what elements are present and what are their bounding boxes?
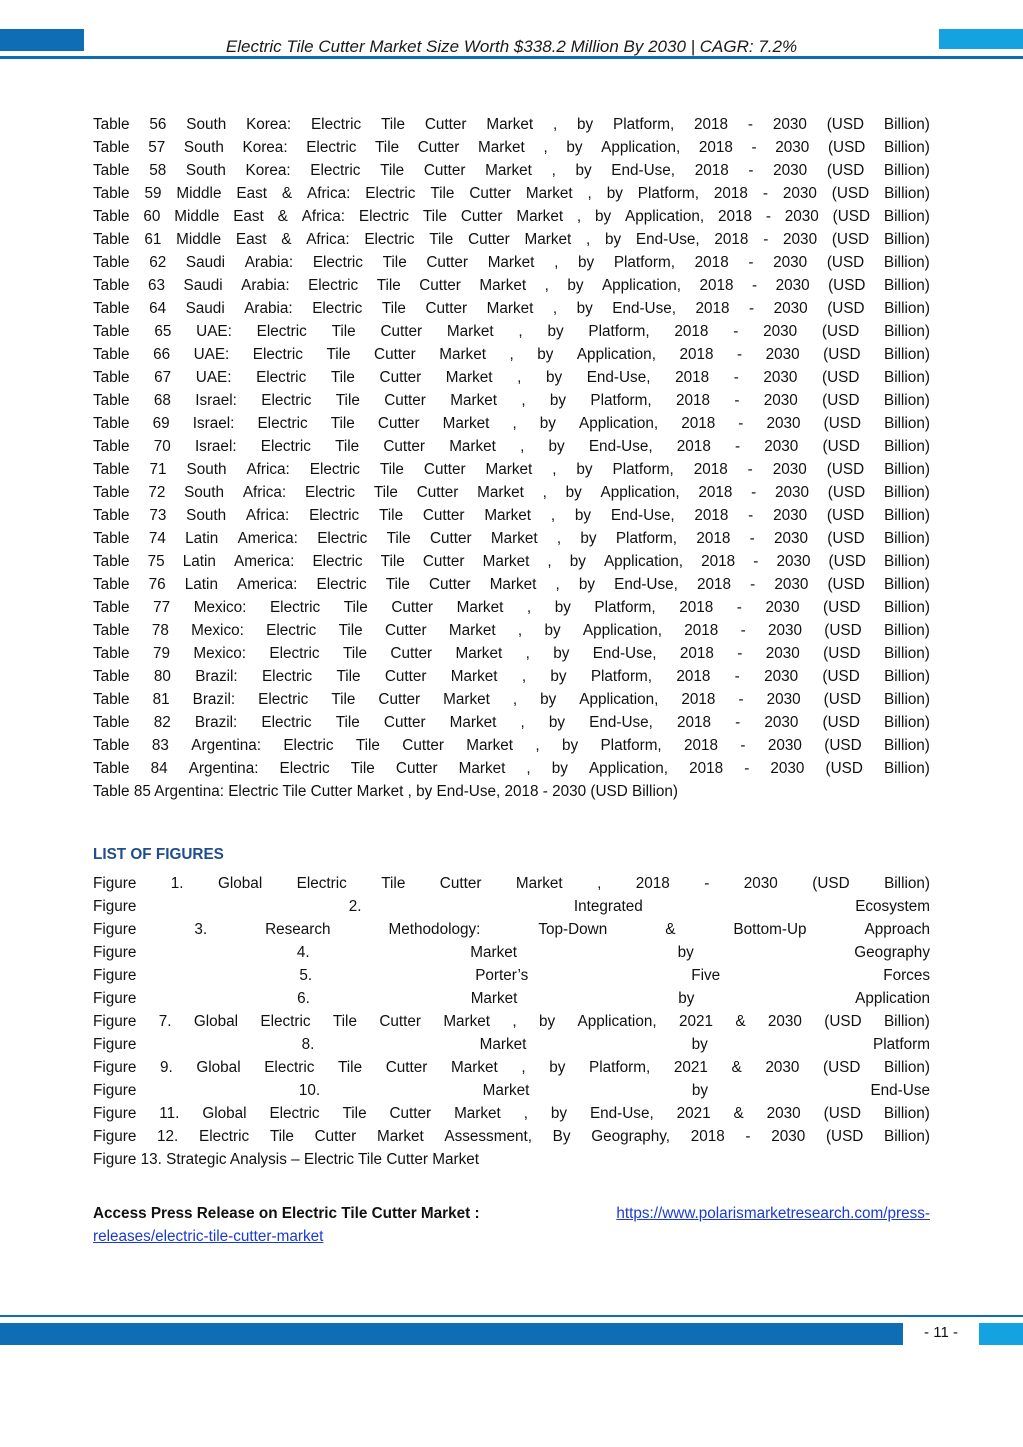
figure-list-item: Figure 5. Porter’s Five Forces xyxy=(93,967,930,984)
header-decor-right xyxy=(939,29,1023,49)
table-list-item: Table 80 Brazil: Electric Tile Cutter Market , by Platform, 2018 - 2030 (USD Billion) xyxy=(93,668,930,685)
table-list-item: Table 84 Argentina: Electric Tile Cutter Market , by Application, 2018 - 2030 (USD Billion) xyxy=(93,760,930,777)
table-list-item: Table 79 Mexico: Electric Tile Cutter Market , by End-Use, 2018 - 2030 (USD Billion) xyxy=(93,645,930,662)
table-list-item: Table 78 Mexico: Electric Tile Cutter Market , by Application, 2018 - 2030 (USD Billion) xyxy=(93,622,930,639)
table-list-item: Table 71 South Africa: Electric Tile Cutter Market , by Platform, 2018 - 2030 (USD Billion) xyxy=(93,461,930,478)
table-list-item: Table 57 South Korea: Electric Tile Cutter Market , by Application, 2018 - 2030 (USD Billion) xyxy=(93,139,930,156)
footer-bar xyxy=(0,1323,903,1345)
figure-list-item: Figure 11. Global Electric Tile Cutter Market , by End-Use, 2021 & 2030 (USD Billion) xyxy=(93,1105,930,1122)
table-list-item: Table 85 Argentina: Electric Tile Cutter Market , by End-Use, 2018 - 2030 (USD Billion) xyxy=(93,783,678,800)
table-list-item: Table 73 South Africa: Electric Tile Cutter Market , by End-Use, 2018 - 2030 (USD Billion) xyxy=(93,507,930,524)
table-list-item: Table 63 Saudi Arabia: Electric Tile Cutter Market , by Application, 2018 - 2030 (USD Billion) xyxy=(93,277,930,294)
table-list-item: Table 74 Latin America: Electric Tile Cutter Market , by Platform, 2018 - 2030 (USD Billion) xyxy=(93,530,930,547)
footer-decor-right xyxy=(979,1323,1023,1345)
figure-list-item: Figure 1. Global Electric Tile Cutter Market , 2018 - 2030 (USD Billion) xyxy=(93,875,930,892)
figure-list-item: Figure 6. Market by Application xyxy=(93,990,930,1007)
press-release-block xyxy=(93,1202,930,1248)
figure-list-item: Figure 3. Research Methodology: Top-Down & Bottom-Up Approach xyxy=(93,921,930,938)
table-list-item: Table 69 Israel: Electric Tile Cutter Market , by Application, 2018 - 2030 (USD Billion) xyxy=(93,415,930,432)
figure-list-item: Figure 2. Integrated Ecosystem xyxy=(93,898,930,915)
figure-list-item: Figure 8. Market by Platform xyxy=(93,1036,930,1053)
table-list-item: Table 70 Israel: Electric Tile Cutter Market , by End-Use, 2018 - 2030 (USD Billion) xyxy=(93,438,930,455)
document-body xyxy=(93,113,930,1248)
table-list-item: Table 61 Middle East & Africa: Electric Tile Cutter Market , by End-Use, 2018 - 2030 (USD Billion) xyxy=(93,231,930,248)
table-list-item: Table 60 Middle East & Africa: Electric Tile Cutter Market , by Application, 2018 - 2030 (USD Billion) xyxy=(93,208,930,225)
figure-list-item: Figure 10. Market by End-Use xyxy=(93,1082,930,1099)
press-release-link-continued[interactable]: releases/electric-tile-cutter-market xyxy=(93,1228,324,1245)
figure-list xyxy=(93,872,930,1148)
table-list-item: Table 77 Mexico: Electric Tile Cutter Market , by Platform, 2018 - 2030 (USD Billion) xyxy=(93,599,930,616)
header-divider xyxy=(0,56,1023,59)
table-list-item: Table 81 Brazil: Electric Tile Cutter Market , by Application, 2018 - 2030 (USD Billion) xyxy=(93,691,930,708)
table-list-item: Table 59 Middle East & Africa: Electric Tile Cutter Market , by Platform, 2018 - 2030 (USD Billion) xyxy=(93,185,930,202)
table-list xyxy=(93,113,930,780)
table-list-item: Table 64 Saudi Arabia: Electric Tile Cutter Market , by End-Use, 2018 - 2030 (USD Billion) xyxy=(93,300,930,317)
table-list-item: Table 62 Saudi Arabia: Electric Tile Cutter Market , by Platform, 2018 - 2030 (USD Billion) xyxy=(93,254,930,271)
table-list-item: Table 66 UAE: Electric Tile Cutter Market , by Application, 2018 - 2030 (USD Billion) xyxy=(93,346,930,363)
figure-list-item: Figure 13. Strategic Analysis – Electric Tile Cutter Market xyxy=(93,1151,479,1168)
footer-divider xyxy=(0,1315,1023,1317)
table-list-item: Table 72 South Africa: Electric Tile Cutter Market , by Application, 2018 - 2030 (USD Billion) xyxy=(93,484,930,501)
table-list-item: Table 75 Latin America: Electric Tile Cutter Market , by Application, 2018 - 2030 (USD Billion) xyxy=(93,553,930,570)
figure-list-item: Figure 4. Market by Geography xyxy=(93,944,930,961)
figure-list-item: Figure 7. Global Electric Tile Cutter Market , by Application, 2021 & 2030 (USD Billion) xyxy=(93,1013,930,1030)
figures-heading: LIST OF FIGURES xyxy=(93,846,224,863)
table-list-item: Table 56 South Korea: Electric Tile Cutter Market , by Platform, 2018 - 2030 (USD Billion) xyxy=(93,116,930,133)
table-list-item: Table 82 Brazil: Electric Tile Cutter Market , by End-Use, 2018 - 2030 (USD Billion) xyxy=(93,714,930,731)
page-header-title: Electric Tile Cutter Market Size Worth $338.2 Million By 2030 | CAGR: 7.2% xyxy=(225,37,798,56)
page-number: - 11 - xyxy=(924,1324,958,1341)
figure-list-item: Figure 12. Electric Tile Cutter Market Assessment, By Geography, 2018 - 2030 (USD Billion) xyxy=(93,1128,930,1145)
figure-list-item: Figure 9. Global Electric Tile Cutter Market , by Platform, 2021 & 2030 (USD Billion) xyxy=(93,1059,930,1076)
table-list-item: Table 68 Israel: Electric Tile Cutter Market , by Platform, 2018 - 2030 (USD Billion) xyxy=(93,392,930,409)
table-list-item: Table 58 South Korea: Electric Tile Cutter Market , by End-Use, 2018 - 2030 (USD Billion) xyxy=(93,162,930,179)
table-list-item: Table 65 UAE: Electric Tile Cutter Market , by Platform, 2018 - 2030 (USD Billion) xyxy=(93,323,930,340)
table-list-item: Table 83 Argentina: Electric Tile Cutter Market , by Platform, 2018 - 2030 (USD Billion) xyxy=(93,737,930,754)
table-list-item: Table 76 Latin America: Electric Tile Cutter Market , by End-Use, 2018 - 2030 (USD Billion) xyxy=(93,576,930,593)
table-list-item: Table 67 UAE: Electric Tile Cutter Market , by End-Use, 2018 - 2030 (USD Billion) xyxy=(93,369,930,386)
press-release-label: Access Press Release on Electric Tile Cutter Market : xyxy=(93,1205,480,1222)
press-release-link[interactable]: https://www.polarismarketresearch.com/press- xyxy=(616,1205,930,1222)
